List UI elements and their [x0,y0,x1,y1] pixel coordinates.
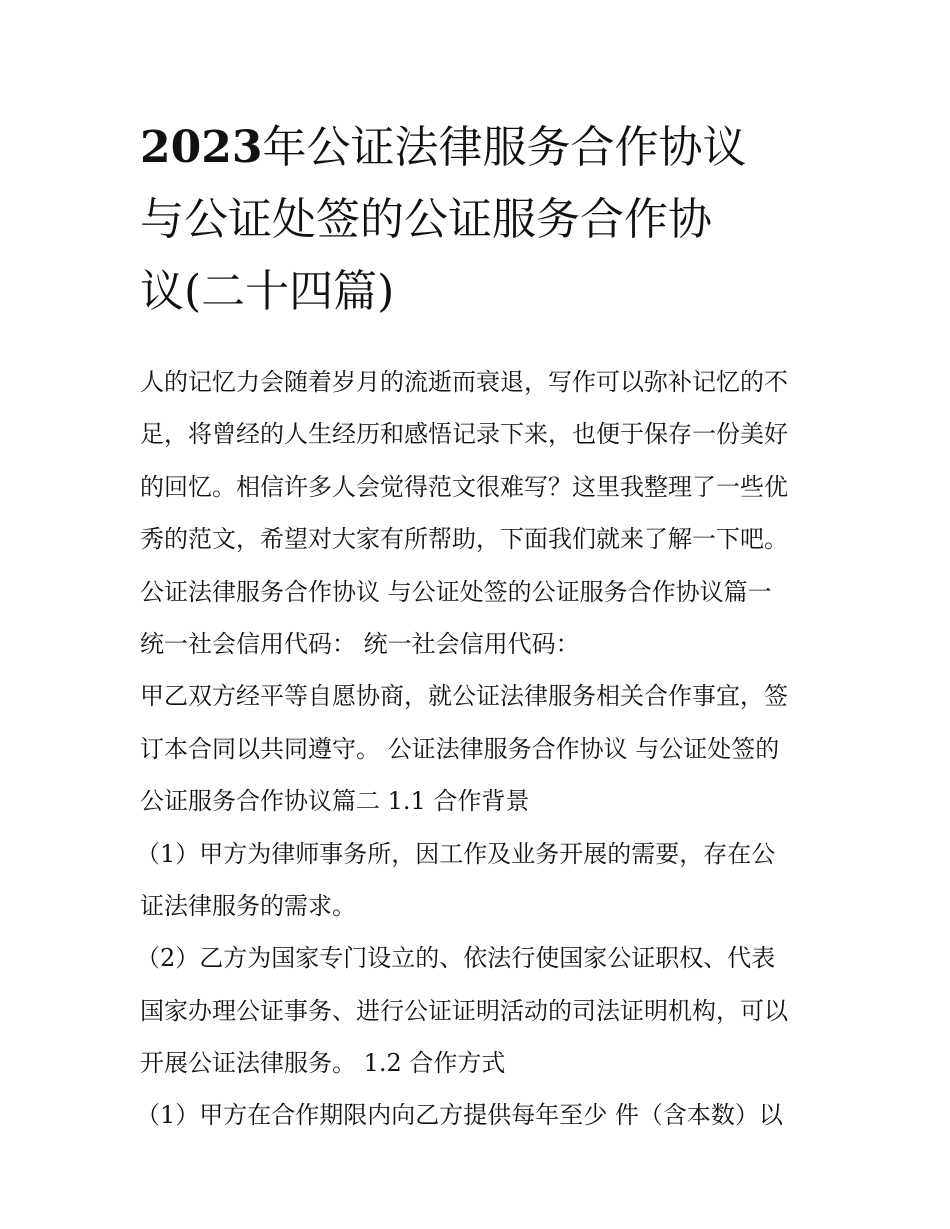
body-line: 开展公证法律服务。 1.2 合作方式 [140,1049,506,1078]
body-line: （2）乙方为国家专门设立的、依法行使国家公证职权、代表 [136,944,776,973]
document-body [136,356,830,1142]
body-line: 足，将曾经的人生经历和感悟记录下来，也便于保存一份美好 [140,420,788,449]
body-line: 证法律服务的需求。 [140,891,356,920]
body-line: 国家办理公证事务、进行公证证明活动的司法证明机构，可以 [140,996,788,1025]
body-line: 的回忆。相信许多人会觉得范文很难写？这里我整理了一些优 [140,472,788,501]
body-line: 订本合同以共同遵守。 公证法律服务合作协议 与公证处签的 [140,734,780,763]
title-line-1 [140,112,830,184]
body-line: 秀的范文，希望对大家有所帮助，下面我们就来了解一下吧。 [140,525,788,554]
title-line-1-text: 年公证法律服务合作协议 [262,122,747,173]
title-line-3: 议(二十四篇) [140,266,395,317]
body-line: 公证服务合作协议篇二 1.1 合作背景 [140,787,530,816]
body-line: 甲乙双方经平等自愿协商，就公证法律服务相关合作事宜，签 [140,682,788,711]
document-title [140,112,830,328]
title-line-2: 与公证处签的公证服务合作协 [140,194,712,245]
title-year: 2023 [140,122,263,173]
body-line: 统一社会信用代码： 统一社会信用代码： [140,629,580,658]
body-line: 公证法律服务合作协议 与公证处签的公证服务合作协议篇一 [140,577,772,606]
body-line: （1）甲方为律师事务所，因工作及业务开展的需要，存在公 [136,839,776,868]
body-line: （1）甲方在合作期限内向乙方提供每年至少 件（含本数）以 [136,1101,783,1130]
body-line: 人的记忆力会随着岁月的流逝而衰退，写作可以弥补记忆的不 [140,368,788,396]
